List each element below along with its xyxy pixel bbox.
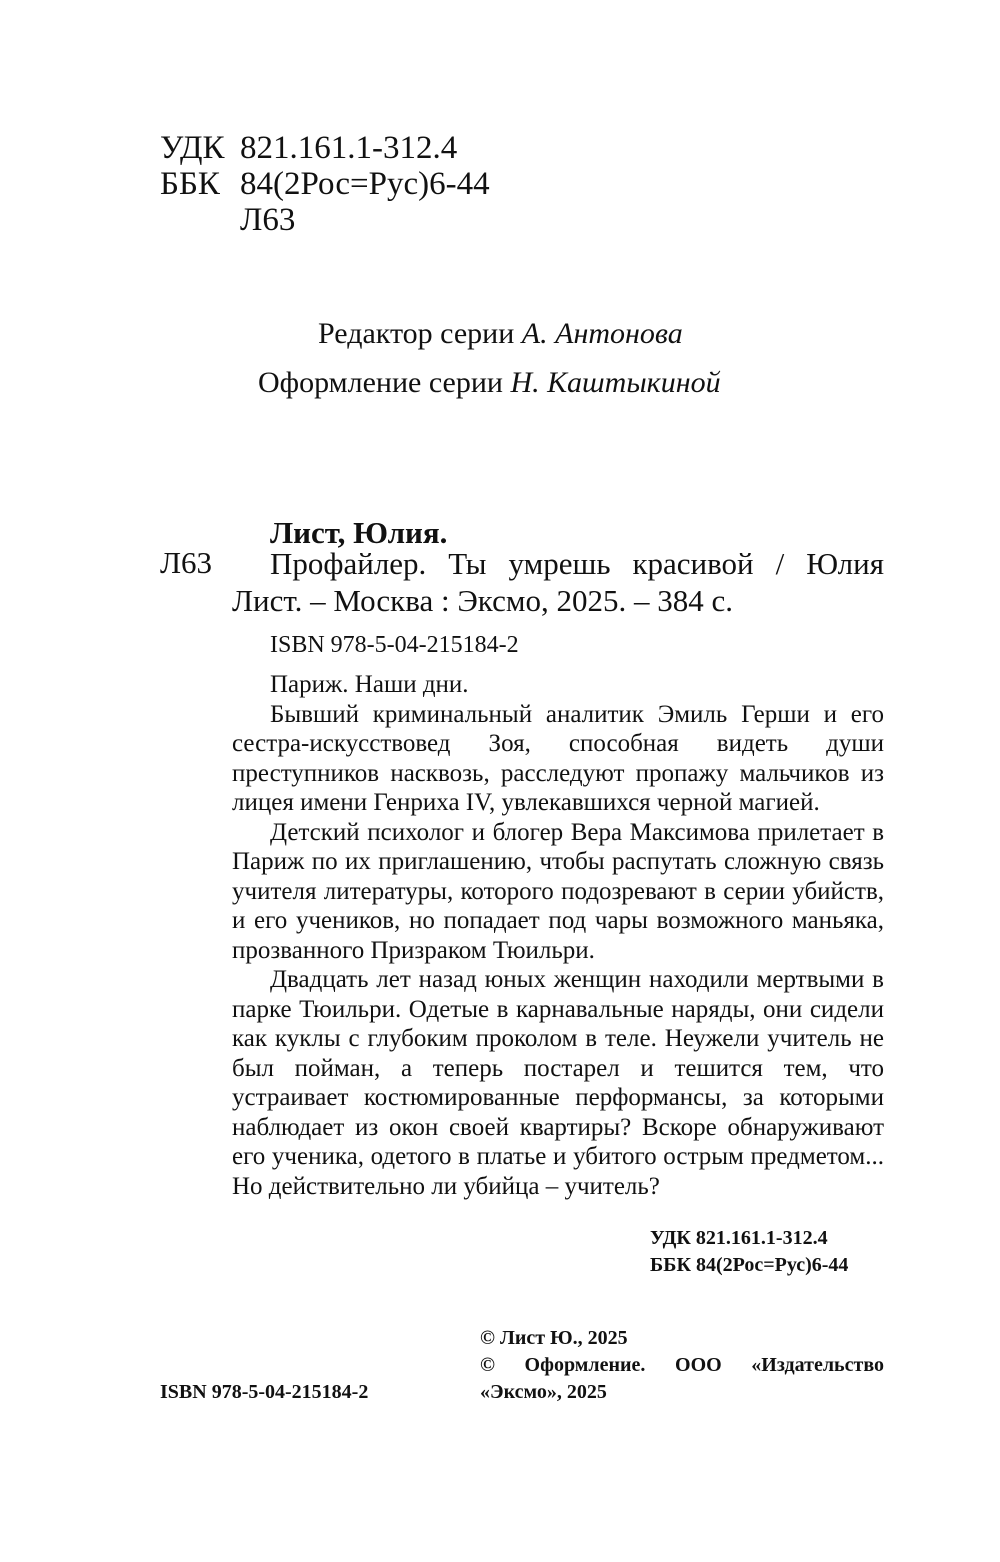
udk-line — [160, 130, 458, 167]
design-role: Оформление серии — [258, 366, 503, 399]
annotation-p2: Бывший криминальный аналитик Эмиль Герши и его сестра-искусствовед Зоя, способная видеть души преступников насквозь, расследуют пропажу мальчиков из лицея имени Генриха IV, увлекавшихся черной магией. — [232, 700, 884, 816]
annotation — [232, 670, 884, 1201]
bibliographic-reference — [232, 545, 884, 619]
copyright-author: © Лист Ю., 2025 — [480, 1327, 628, 1349]
title-line: Профайлер. Ты умрешь красивой / Юлия Лист. – Москва : Эксмо, 2025. – 384 с. — [232, 546, 884, 618]
isbn-record: ISBN 978-5-04-215184-2 — [270, 632, 519, 658]
author-mark: Л63 — [160, 545, 213, 580]
annotation-p3: Детский психолог и блогер Вера Максимова прилетает в Париж по их приглашению, чтобы распутать сложную связь учителя литературы, которого подозревают в серии убийств, и его учеников, но попадает под чары возможного маньяка, прозванного Призраком Тюильри. — [232, 818, 884, 964]
design-name: Н. Каштыкиной — [510, 366, 721, 399]
editor-name: А. Антонова — [521, 317, 683, 350]
author-heading: Лист, Юлия. — [270, 515, 448, 550]
series-design — [258, 366, 721, 400]
series-editor — [318, 317, 683, 351]
copyright-design-line2: «Эксмо», 2025 — [480, 1381, 607, 1403]
editor-role: Редактор серии — [318, 317, 515, 350]
annotation-p4: Двадцать лет назад юных женщин находили мертвыми в парке Тюильри. Одетые в карнавальные наряды, они сидели как куклы с глубоким проколом в теле. Неужели учитель не был пойман, а теперь постарел и тешится тем, что устраивает костюмированные перформансы, за которыми наблюдает из окон своей квартиры? Вскоре обнаруживают его ученика, одетого в платье и убитого острым предметом... Но действительно ли убийца – учитель? — [232, 966, 884, 1200]
author-mark-top: Л63 — [240, 202, 296, 238]
bbk-line — [160, 166, 490, 203]
footer-isbn: ISBN 978-5-04-215184-2 — [160, 1381, 369, 1403]
copyright-design-line1: © Оформление. ООО «Издательство — [480, 1354, 884, 1376]
bbk-label: ББК — [160, 166, 220, 202]
footer-udk: УДК 821.161.1-312.4 — [650, 1227, 828, 1249]
footer-bbk: ББК 84(2Рос=Рус)6-44 — [650, 1254, 849, 1276]
udk-label: УДК — [160, 130, 225, 166]
udk-code: 821.161.1-312.4 — [240, 130, 458, 166]
annotation-p1: Париж. Наши дни. — [270, 671, 469, 698]
bbk-code: 84(2Рос=Рус)6-44 — [240, 166, 490, 202]
